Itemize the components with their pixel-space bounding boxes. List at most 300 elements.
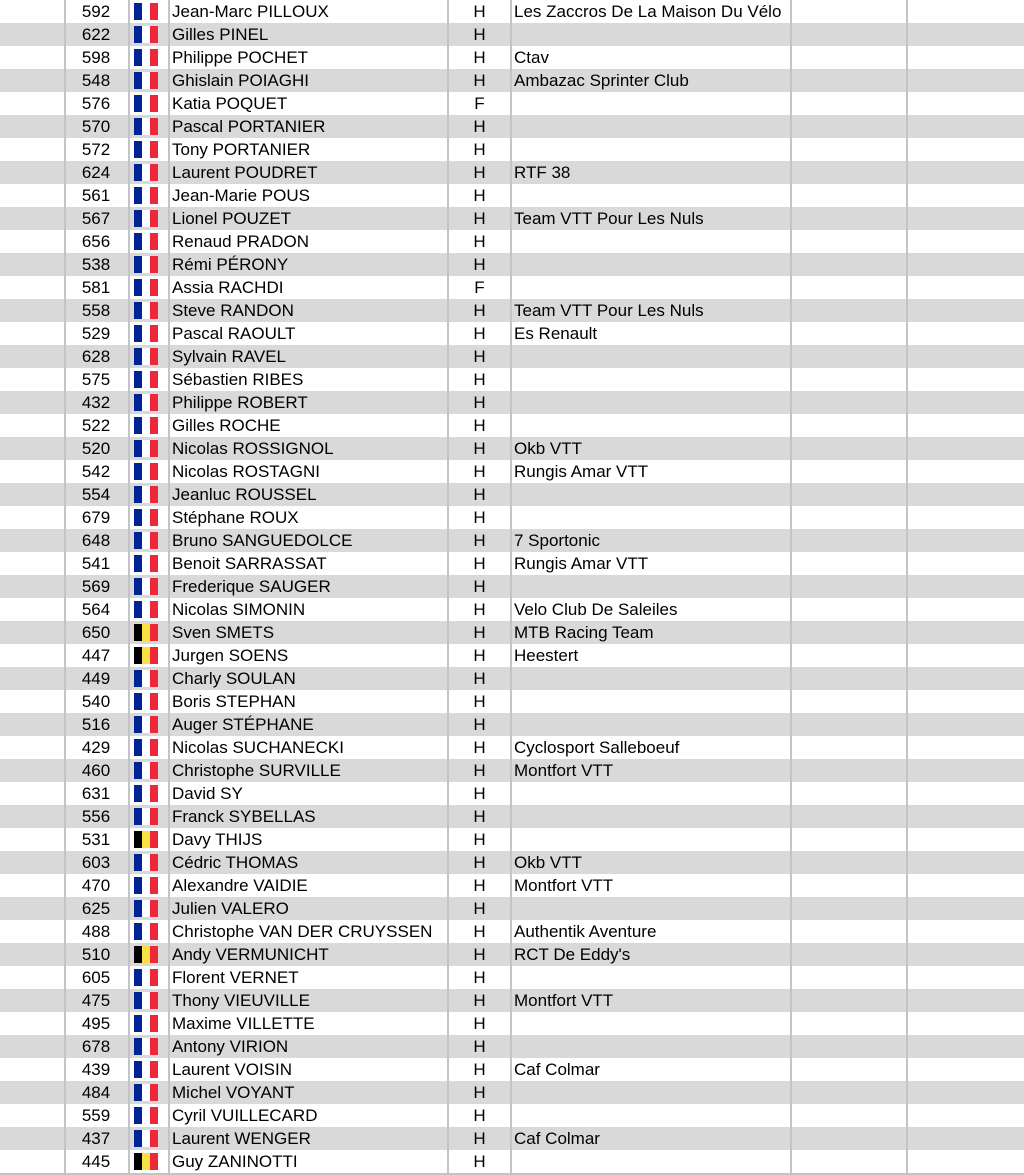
rider-name: Guy ZANINOTTI — [172, 1152, 298, 1171]
france-flag-icon — [134, 486, 158, 503]
rider-name: Andy VERMUNICHT — [172, 945, 329, 964]
rider-club — [514, 1150, 904, 1173]
rider-sex: H — [473, 48, 486, 67]
nationality-cell — [130, 805, 166, 828]
table-row — [0, 46, 1024, 69]
nationality-cell — [130, 207, 166, 230]
nationality-cell — [130, 115, 166, 138]
rider-name: Tony PORTANIER — [172, 140, 311, 159]
nationality-cell — [130, 598, 166, 621]
bib-number: 581 — [81, 278, 111, 297]
rider-club — [514, 782, 904, 805]
bib-number: 510 — [81, 945, 111, 964]
rider-sex: H — [473, 1083, 486, 1102]
rider-club — [514, 897, 904, 920]
rider-sex: H — [473, 761, 486, 780]
rider-club — [514, 414, 904, 437]
rider-name: Jean-Marc PILLOUX — [172, 2, 329, 21]
nationality-cell — [130, 989, 166, 1012]
rider-club: Heestert — [514, 646, 579, 665]
rider-sex: H — [473, 462, 486, 481]
bib-number: 445 — [81, 1152, 111, 1171]
rider-name: Charly SOULAN — [172, 669, 296, 688]
rider-name: Pascal RAOULT — [172, 324, 296, 343]
table-row — [0, 276, 1024, 299]
bib-number: 575 — [81, 370, 111, 389]
nationality-cell — [130, 161, 166, 184]
rider-name: Christophe SURVILLE — [172, 761, 341, 780]
france-flag-icon — [134, 532, 158, 549]
table-row — [0, 1104, 1024, 1127]
rider-club — [514, 92, 904, 115]
rider-club — [514, 184, 904, 207]
table-row — [0, 299, 1024, 322]
france-flag-icon — [134, 325, 158, 342]
bib-number: 679 — [81, 508, 111, 527]
nationality-cell — [130, 552, 166, 575]
rider-club — [514, 483, 904, 506]
bib-number: 460 — [81, 761, 111, 780]
france-flag-icon — [134, 762, 158, 779]
nationality-cell — [130, 184, 166, 207]
table-row — [0, 874, 1024, 897]
rider-club — [514, 276, 904, 299]
rider-name: Frederique SAUGER — [172, 577, 331, 596]
nationality-cell — [130, 69, 166, 92]
rider-name: Antony VIRION — [172, 1037, 289, 1056]
rider-name: Michel VOYANT — [172, 1083, 295, 1102]
rider-sex: H — [473, 784, 486, 803]
table-row — [0, 0, 1024, 23]
bib-number: 447 — [81, 646, 111, 665]
rider-sex: H — [473, 324, 486, 343]
france-flag-icon — [134, 670, 158, 687]
rider-name: Franck SYBELLAS — [172, 807, 316, 826]
nationality-cell — [130, 943, 166, 966]
nationality-cell — [130, 483, 166, 506]
france-flag-icon — [134, 210, 158, 227]
bib-number: 516 — [81, 715, 111, 734]
rider-club — [514, 230, 904, 253]
table-row — [0, 1035, 1024, 1058]
rider-club: Team VTT Pour Les Nuls — [514, 209, 704, 228]
bib-number: 569 — [81, 577, 111, 596]
nationality-cell — [130, 644, 166, 667]
rider-sex: H — [473, 485, 486, 504]
belgium-flag-icon — [134, 647, 158, 664]
france-flag-icon — [134, 279, 158, 296]
table-row — [0, 644, 1024, 667]
france-flag-icon — [134, 739, 158, 756]
france-flag-icon — [134, 233, 158, 250]
bib-number: 678 — [81, 1037, 111, 1056]
rider-club — [514, 138, 904, 161]
rider-name: Stéphane ROUX — [172, 508, 299, 527]
bib-number: 540 — [81, 692, 111, 711]
table-row — [0, 207, 1024, 230]
rider-sex: H — [473, 347, 486, 366]
column-divider — [510, 0, 512, 1174]
bib-number: 488 — [81, 922, 111, 941]
table-row — [0, 368, 1024, 391]
france-flag-icon — [134, 785, 158, 802]
table-row — [0, 1058, 1024, 1081]
table-row — [0, 759, 1024, 782]
nationality-cell — [130, 1058, 166, 1081]
bib-number: 558 — [81, 301, 111, 320]
france-flag-icon — [134, 808, 158, 825]
table-row — [0, 69, 1024, 92]
rider-club — [514, 345, 904, 368]
rider-name: Jurgen SOENS — [172, 646, 289, 665]
table-row — [0, 897, 1024, 920]
rider-name: Bruno SANGUEDOLCE — [172, 531, 353, 550]
table-row — [0, 713, 1024, 736]
nationality-cell — [130, 575, 166, 598]
rider-name: Nicolas SIMONIN — [172, 600, 306, 619]
france-flag-icon — [134, 509, 158, 526]
bib-number: 437 — [81, 1129, 111, 1148]
rider-sex: H — [473, 738, 486, 757]
bib-number: 541 — [81, 554, 111, 573]
france-flag-icon — [134, 693, 158, 710]
rider-sex: H — [473, 25, 486, 44]
rider-name: Benoit SARRASSAT — [172, 554, 327, 573]
rider-club: Rungis Amar VTT — [514, 554, 649, 573]
rider-club — [514, 506, 904, 529]
france-flag-icon — [134, 371, 158, 388]
rider-sex: H — [473, 393, 486, 412]
rider-sex: H — [473, 255, 486, 274]
table-row — [0, 483, 1024, 506]
rider-club — [514, 115, 904, 138]
rider-sex: H — [473, 1060, 486, 1079]
nationality-cell — [130, 529, 166, 552]
table-row — [0, 621, 1024, 644]
rider-sex: H — [473, 692, 486, 711]
table-row — [0, 690, 1024, 713]
rider-name: Cédric THOMAS — [172, 853, 299, 872]
nationality-cell — [130, 506, 166, 529]
nationality-cell — [130, 1081, 166, 1104]
bib-number: 628 — [81, 347, 111, 366]
bib-number: 576 — [81, 94, 111, 113]
rider-club: Okb VTT — [514, 439, 583, 458]
nationality-cell — [130, 690, 166, 713]
rider-club: Montfort VTT — [514, 876, 614, 895]
table-row — [0, 598, 1024, 621]
rider-sex: H — [473, 600, 486, 619]
rider-sex: H — [473, 1129, 486, 1148]
rider-club: Ctav — [514, 48, 549, 67]
rider-sex: H — [473, 232, 486, 251]
table-row — [0, 92, 1024, 115]
nationality-cell — [130, 437, 166, 460]
rider-name: Katia POQUET — [172, 94, 288, 113]
rider-name: Gilles ROCHE — [172, 416, 281, 435]
rider-club: 7 Sportonic — [514, 531, 600, 550]
bib-number: 648 — [81, 531, 111, 550]
rider-name: Ghislain POIAGHI — [172, 71, 309, 90]
rider-sex: H — [473, 577, 486, 596]
rider-sex: H — [473, 646, 486, 665]
rider-sex: H — [473, 186, 486, 205]
bib-number: 650 — [81, 623, 111, 642]
rider-sex: H — [473, 117, 486, 136]
rider-club: Caf Colmar — [514, 1060, 600, 1079]
rider-club — [514, 805, 904, 828]
rider-club: Authentik Aventure — [514, 922, 657, 941]
france-flag-icon — [134, 1038, 158, 1055]
rider-club — [514, 1081, 904, 1104]
rider-club: Rungis Amar VTT — [514, 462, 649, 481]
table-row — [0, 1127, 1024, 1150]
france-flag-icon — [134, 26, 158, 43]
france-flag-icon — [134, 601, 158, 618]
rider-sex: H — [473, 899, 486, 918]
rider-name: Boris STEPHAN — [172, 692, 296, 711]
nationality-cell — [130, 368, 166, 391]
rider-sex: H — [473, 623, 486, 642]
rider-name: Sylvain RAVEL — [172, 347, 287, 366]
france-flag-icon — [134, 877, 158, 894]
rider-club: Caf Colmar — [514, 1129, 600, 1148]
table-row — [0, 552, 1024, 575]
rider-club — [514, 713, 904, 736]
table-row — [0, 966, 1024, 989]
rider-sex: H — [473, 876, 486, 895]
france-flag-icon — [134, 969, 158, 986]
table-row — [0, 989, 1024, 1012]
table-row — [0, 253, 1024, 276]
column-divider — [906, 0, 908, 1174]
rider-name: Philippe POCHET — [172, 48, 309, 67]
rider-sex: H — [473, 416, 486, 435]
bib-number: 439 — [81, 1060, 111, 1079]
france-flag-icon — [134, 348, 158, 365]
rider-sex: H — [473, 1014, 486, 1033]
rider-sex: F — [474, 94, 485, 113]
rider-name: Maxime VILLETTE — [172, 1014, 315, 1033]
rider-sex: H — [473, 669, 486, 688]
france-flag-icon — [134, 1130, 158, 1147]
bib-number: 520 — [81, 439, 111, 458]
rider-name: Florent VERNET — [172, 968, 299, 987]
column-divider — [790, 0, 792, 1174]
rider-club: MTB Racing Team — [514, 623, 654, 642]
rider-name: Sven SMETS — [172, 623, 275, 642]
table-row — [0, 322, 1024, 345]
nationality-cell — [130, 460, 166, 483]
bib-number: 475 — [81, 991, 111, 1010]
nationality-cell — [130, 621, 166, 644]
nationality-cell — [130, 46, 166, 69]
rider-name: Jeanluc ROUSSEL — [172, 485, 317, 504]
bib-number: 429 — [81, 738, 111, 757]
bib-number: 529 — [81, 324, 111, 343]
table-row — [0, 138, 1024, 161]
rider-club: Es Renault — [514, 324, 598, 343]
rider-name: Cyril VUILLECARD — [172, 1106, 318, 1125]
rider-club — [514, 690, 904, 713]
bib-number: 542 — [81, 462, 111, 481]
rider-name: Assia RACHDI — [172, 278, 284, 297]
rider-sex: H — [473, 2, 486, 21]
rider-sex: H — [473, 163, 486, 182]
rider-name: Pascal PORTANIER — [172, 117, 326, 136]
rider-sex: H — [473, 968, 486, 987]
france-flag-icon — [134, 417, 158, 434]
table-row — [0, 805, 1024, 828]
rider-sex: H — [473, 554, 486, 573]
rider-name: Nicolas ROSTAGNI — [172, 462, 320, 481]
rider-club: Okb VTT — [514, 853, 583, 872]
rider-name: Laurent POUDRET — [172, 163, 318, 182]
table-row — [0, 943, 1024, 966]
belgium-flag-icon — [134, 624, 158, 641]
nationality-cell — [130, 0, 166, 23]
rider-sex: H — [473, 209, 486, 228]
rider-sex: H — [473, 715, 486, 734]
table-row — [0, 161, 1024, 184]
france-flag-icon — [134, 256, 158, 273]
bib-number: 570 — [81, 117, 111, 136]
rider-club: Montfort VTT — [514, 761, 614, 780]
rider-club: RCT De Eddy's — [514, 945, 631, 964]
rider-sex: H — [473, 531, 486, 550]
nationality-cell — [130, 1035, 166, 1058]
nationality-cell — [130, 782, 166, 805]
bib-number: 624 — [81, 163, 111, 182]
bib-number: 598 — [81, 48, 111, 67]
rider-sex: F — [474, 278, 485, 297]
france-flag-icon — [134, 118, 158, 135]
table-row — [0, 230, 1024, 253]
column-divider — [447, 0, 449, 1174]
table-row — [0, 460, 1024, 483]
rider-club — [514, 391, 904, 414]
nationality-cell — [130, 1127, 166, 1150]
bib-number: 522 — [81, 416, 111, 435]
bib-number: 538 — [81, 255, 111, 274]
table-row — [0, 920, 1024, 943]
nationality-cell — [130, 874, 166, 897]
nationality-cell — [130, 1104, 166, 1127]
table-row — [0, 391, 1024, 414]
rider-name: Jean-Marie POUS — [172, 186, 310, 205]
rider-club — [514, 667, 904, 690]
france-flag-icon — [134, 440, 158, 457]
table-row — [0, 851, 1024, 874]
rider-name: Laurent VOISIN — [172, 1060, 293, 1079]
rider-club — [514, 828, 904, 851]
bib-number: 567 — [81, 209, 111, 228]
table-row — [0, 506, 1024, 529]
rider-name: Renaud PRADON — [172, 232, 310, 251]
rider-name: Lionel POUZET — [172, 209, 292, 228]
rider-name: Davy THIJS — [172, 830, 263, 849]
france-flag-icon — [134, 1061, 158, 1078]
belgium-flag-icon — [134, 831, 158, 848]
bib-number: 449 — [81, 669, 111, 688]
france-flag-icon — [134, 49, 158, 66]
rider-sex: H — [473, 370, 486, 389]
nationality-cell — [130, 299, 166, 322]
table-row — [0, 437, 1024, 460]
rider-name: Auger STÉPHANE — [172, 715, 314, 734]
rider-name: Philippe ROBERT — [172, 393, 308, 412]
france-flag-icon — [134, 1084, 158, 1101]
france-flag-icon — [134, 1015, 158, 1032]
nationality-cell — [130, 667, 166, 690]
bib-number: 572 — [81, 140, 111, 159]
rider-sex: H — [473, 922, 486, 941]
bib-number: 656 — [81, 232, 111, 251]
france-flag-icon — [134, 555, 158, 572]
table-row — [0, 1012, 1024, 1035]
rider-name: Rémi PÉRONY — [172, 255, 289, 274]
rider-club — [514, 966, 904, 989]
france-flag-icon — [134, 463, 158, 480]
rider-club — [514, 368, 904, 391]
rider-sex: H — [473, 1037, 486, 1056]
table-row — [0, 828, 1024, 851]
rider-sex: H — [473, 853, 486, 872]
france-flag-icon — [134, 394, 158, 411]
nationality-cell — [130, 276, 166, 299]
bib-number: 631 — [81, 784, 111, 803]
belgium-flag-icon — [134, 1153, 158, 1170]
nationality-cell — [130, 1150, 166, 1173]
bib-number: 556 — [81, 807, 111, 826]
france-flag-icon — [134, 992, 158, 1009]
france-flag-icon — [134, 72, 158, 89]
table-row — [0, 414, 1024, 437]
rider-sex: H — [473, 807, 486, 826]
rider-club: Montfort VTT — [514, 991, 614, 1010]
france-flag-icon — [134, 900, 158, 917]
nationality-cell — [130, 345, 166, 368]
nationality-cell — [130, 414, 166, 437]
rider-name: Julien VALERO — [172, 899, 289, 918]
bib-number: 559 — [81, 1106, 111, 1125]
rider-sex: H — [473, 508, 486, 527]
nationality-cell — [130, 322, 166, 345]
france-flag-icon — [134, 95, 158, 112]
belgium-flag-icon — [134, 946, 158, 963]
rider-club: Les Zaccros De La Maison Du Vélo — [514, 2, 782, 21]
bib-number: 592 — [81, 2, 111, 21]
rider-sex: H — [473, 71, 486, 90]
bib-number: 548 — [81, 71, 111, 90]
rider-name: Nicolas ROSSIGNOL — [172, 439, 334, 458]
rider-name: Gilles PINEL — [172, 25, 269, 44]
bib-number: 554 — [81, 485, 111, 504]
nationality-cell — [130, 736, 166, 759]
table-row — [0, 667, 1024, 690]
rider-name: David SY — [172, 784, 243, 803]
rider-name: Nicolas SUCHANECKI — [172, 738, 344, 757]
rider-sex: H — [473, 830, 486, 849]
france-flag-icon — [134, 923, 158, 940]
table-row — [0, 1081, 1024, 1104]
rider-club — [514, 253, 904, 276]
rider-sex: H — [473, 1152, 486, 1171]
rider-club: Team VTT Pour Les Nuls — [514, 301, 704, 320]
nationality-cell — [130, 828, 166, 851]
nationality-cell — [130, 713, 166, 736]
nationality-cell — [130, 92, 166, 115]
